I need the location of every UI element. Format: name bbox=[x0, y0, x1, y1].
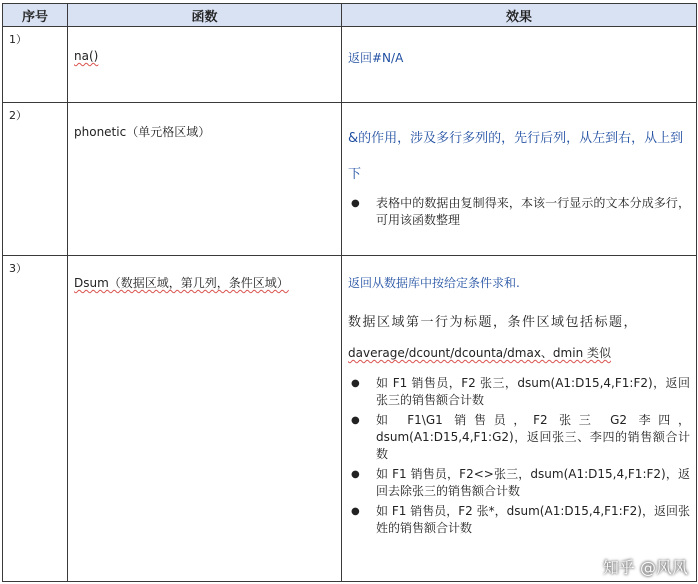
watermark: 知乎 @风风 bbox=[602, 558, 688, 577]
effect-text: 返回从数据库中按给定条件求和. bbox=[348, 276, 520, 290]
header-row bbox=[3, 4, 697, 27]
function-table bbox=[2, 3, 697, 582]
function-cell bbox=[68, 256, 342, 582]
row-index-cell bbox=[3, 27, 68, 103]
effect-bullet: ● 表格中的数据由复制得来，本该一行显示的文本分成多行，可用该函数整理 bbox=[348, 195, 690, 229]
header-effect: 效果 bbox=[342, 4, 697, 27]
row-index-cell bbox=[3, 256, 68, 582]
row-index: 2） bbox=[9, 109, 27, 122]
function-cell bbox=[68, 103, 342, 256]
header-index: 序号 bbox=[3, 4, 68, 27]
function-name: phonetic（单元格区域） bbox=[74, 125, 211, 139]
function-cell bbox=[68, 27, 342, 103]
effect-cell bbox=[342, 256, 697, 582]
effect-cell bbox=[342, 103, 697, 256]
table-row bbox=[3, 256, 697, 582]
effect-paragraph: 数据区域第一行为标题，条件区域包括标题， bbox=[348, 315, 639, 330]
effect-bullet: ● 如 F1\G1 销售员，F2 张三 G2 李四，dsum(A1:D15,4,F1:G2)，返回张三、李四的销售额合计数 bbox=[348, 412, 690, 463]
effect-text: 返回#N/A bbox=[348, 51, 404, 65]
row-index: 3） bbox=[9, 262, 27, 275]
effect-paragraph: daverage/dcount/dcounta/dmax、dmin 类似 bbox=[348, 346, 611, 360]
header-function: 函数 bbox=[68, 4, 342, 27]
effect-bullet: ● 如 F1 销售员，F2 张三，dsum(A1:D15,4,F1:F2)，返回张三的销售额合计数 bbox=[348, 375, 690, 409]
function-name: Dsum（数据区域，第几列，条件区域） bbox=[74, 276, 289, 290]
effect-bullet: ● 如 F1 销售员，F2<>张三，dsum(A1:D15,4,F1:F2)，返回去除张三的销售额合计数 bbox=[348, 466, 690, 500]
effect-bullet: ● 如 F1 销售员，F2 张*，dsum(A1:D15,4,F1:F2)，返回张姓的销售额合计数 bbox=[348, 503, 690, 537]
table-row bbox=[3, 27, 697, 103]
table-row bbox=[3, 103, 697, 256]
effect-text: &的作用，涉及多行多列的，先行后列，从左到右，从上到下 bbox=[348, 131, 684, 182]
row-index-cell bbox=[3, 103, 68, 256]
function-name: na() bbox=[74, 49, 99, 63]
row-index: 1） bbox=[9, 33, 27, 46]
effect-cell bbox=[342, 27, 697, 103]
